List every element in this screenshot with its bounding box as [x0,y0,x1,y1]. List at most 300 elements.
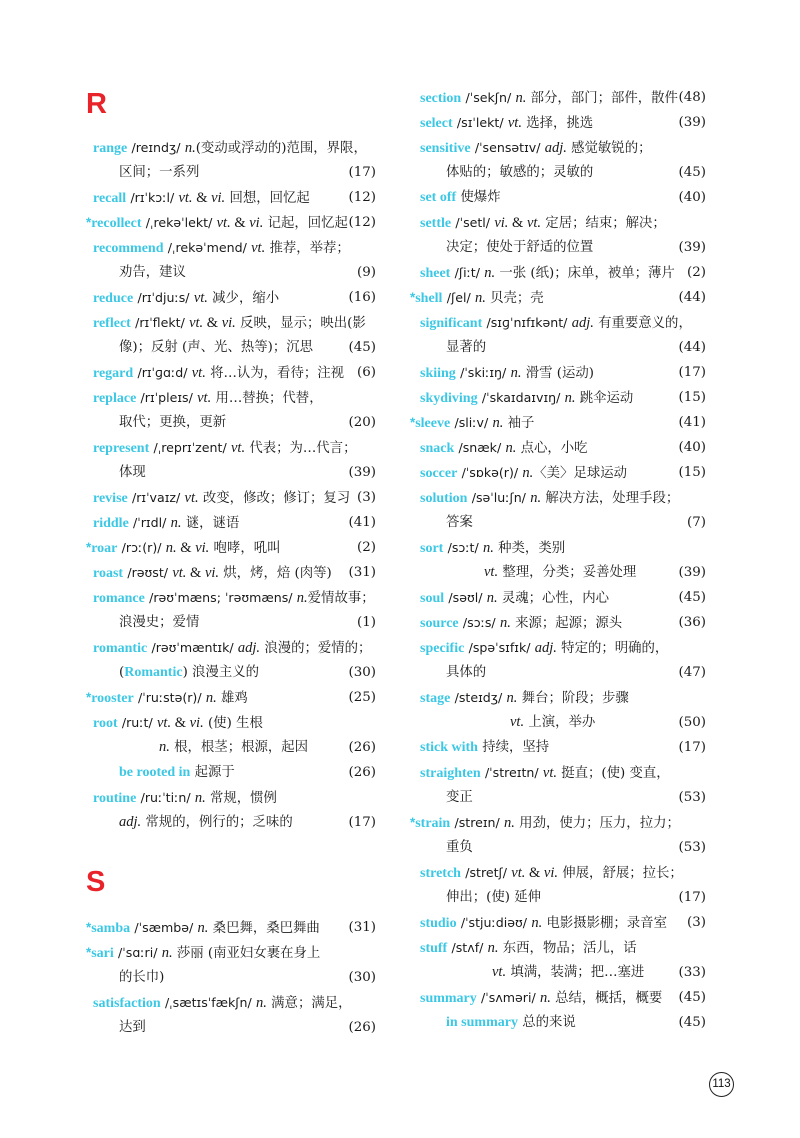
headword: significant [420,316,483,331]
unit-reference: (39) [348,465,376,480]
part-of-speech: vt. [507,115,522,131]
unit-reference: (17) [678,365,706,380]
headword: soccer [420,466,458,481]
glossary-line [410,735,706,760]
glossary-line [410,535,706,560]
optional-marker: * [86,215,92,230]
unit-reference: (45) [678,590,706,605]
glossary-line [86,285,376,310]
headword: settle [420,216,452,231]
glossary-line [410,360,706,385]
definition-text: 填满，装满；把…塞进 [506,965,645,980]
definition-text: 常规的，例行的；乏味的 [141,815,293,830]
unit-reference: (12) [348,215,376,230]
glossary-line [86,915,376,940]
glossary-line [86,660,376,685]
glossary-line [86,710,376,735]
part-of-speech: vt. [156,715,172,731]
pronunciation: /ˌreprɪˈzent/ [153,440,227,455]
definition-text: 贝壳；壳 [485,291,544,306]
glossary-line [86,235,376,260]
part-of-speech: n. [515,90,527,106]
definition-text: 常规，惯例 [205,791,277,806]
glossary-line [86,360,376,385]
unit-reference: (33) [678,965,706,980]
part-of-speech: vi. [195,540,210,556]
part-of-speech: adj. [544,140,567,156]
definition-text: 谜，谜语 [181,516,240,531]
pronunciation: /ˈsæmbə/ [134,920,194,935]
headword: sort [420,541,444,556]
glossary-line [410,235,706,260]
part-of-speech: vt. [510,714,525,730]
pronunciation: /ˈsɒkə(r)/ [461,465,519,480]
part-of-speech: n. [194,790,206,806]
glossary-line [410,335,706,360]
glossary-line [410,610,706,635]
part-of-speech: n. [564,390,576,406]
definition-text: 用劲，使力；压力，拉力； [514,816,680,831]
pronunciation: /ruːt/ [121,715,153,730]
part-of-speech: n. [296,590,308,606]
glossary-line [86,990,376,1015]
definition-text: 起源于 [190,765,235,780]
pronunciation: /ˌsætɪsˈfækʃn/ [164,995,252,1010]
conjunction: & [171,715,190,731]
headword: shell [415,291,443,306]
unit-reference: (9) [357,265,376,280]
definition-text: 挺直；(使) 变直， [557,766,670,781]
definition-text: 定居；结束；解决； [541,216,666,231]
part-of-speech: n. [161,945,173,961]
part-of-speech: vt. [251,240,266,256]
headword: reflect [93,316,131,331]
unit-reference: (45) [348,340,376,355]
part-of-speech: vi. [249,215,264,231]
headword: solution [420,491,468,506]
unit-reference: (40) [678,440,706,455]
headword: strain [415,816,451,831]
part-of-speech: vt. [230,440,246,456]
unit-reference: (39) [678,240,706,255]
glossary-line [410,385,706,410]
headword: skydiving [420,391,478,406]
part-of-speech: n. [492,415,504,431]
glossary-line [410,810,706,835]
headword: reduce [93,291,134,306]
definition-text: 代表；为…代言； [245,441,357,456]
unit-reference: (39) [678,565,706,580]
headword: riddle [93,516,129,531]
conjunction: & [203,315,222,331]
headword: in summary [446,1015,518,1030]
definition-text: ) 浪漫主义的 [182,665,259,680]
headword: sleeve [415,416,451,431]
part-of-speech: n. [487,940,499,956]
glossary-line [410,660,706,685]
conjunction: & [192,190,212,206]
glossary-line [86,610,376,635]
pronunciation: /ʃiːt/ [454,265,480,280]
headword: stick with [420,740,478,755]
part-of-speech: n. [499,615,511,631]
headword: set off [420,190,457,205]
glossary-line [410,285,706,310]
glossary-line [86,185,376,210]
part-of-speech: adj. [237,640,261,656]
glossary-line [86,410,376,435]
part-of-speech: n. [256,995,267,1011]
definition-text: 决定；使处于舒适的位置 [446,240,594,255]
pronunciation: /sɔːt/ [447,540,479,555]
optional-marker: * [410,415,416,430]
definition-text: 根，根茎；根源，起因 [169,740,309,755]
headword: straighten [420,766,481,781]
headword: summary [420,991,477,1006]
pronunciation: /sliːv/ [454,415,489,430]
unit-reference: (30) [348,665,376,680]
glossary-line [410,1010,706,1035]
headword: satisfaction [93,996,161,1011]
unit-reference: (41) [678,415,706,430]
glossary-line [86,510,376,535]
unit-reference: (44) [678,290,706,305]
glossary-line [410,185,706,210]
headword: represent [93,441,150,456]
part-of-speech: n. [531,915,543,931]
glossary-line [410,110,706,135]
definition-text: 劝告，建议 [119,265,186,280]
pronunciation: /ʃel/ [446,290,471,305]
unit-reference: (2) [357,540,376,555]
headword: roast [93,566,124,581]
part-of-speech: n. [474,290,486,306]
part-of-speech: n. [484,265,496,281]
unit-reference: (17) [348,165,376,180]
headword: be rooted in [119,765,191,780]
definition-text: 雄鸡 [216,691,248,706]
pronunciation: /streɪn/ [454,815,500,830]
pronunciation: /ˈsekʃn/ [465,90,512,105]
definition-text: 具体的 [446,665,487,680]
headword: recall [93,191,127,206]
definition-text: 灵魂；心性，内心 [497,591,609,606]
unit-reference: (45) [678,1015,706,1030]
glossary-line [86,435,376,460]
conjunction: & [525,865,544,881]
unit-reference: (53) [678,790,706,805]
section-heading: R [86,88,107,120]
pronunciation: /ˈstjuːdiəʊ/ [460,915,528,930]
headword: soul [420,591,445,606]
part-of-speech: adj. [534,640,557,656]
definition-text: 桑巴舞，桑巴舞曲 [208,921,320,936]
glossary-line [410,785,706,810]
unit-reference: (41) [348,515,376,530]
definition-text: 来源；起源；源头 [510,616,623,631]
headword: replace [93,391,137,406]
definition-text: 选择，挑选 [521,116,594,131]
glossary-line [410,685,706,710]
part-of-speech: vt. [191,365,206,381]
part-of-speech: n. [197,920,209,936]
glossary-line [410,985,706,1010]
unit-reference: (26) [348,765,376,780]
conjunction: & [186,565,205,581]
pronunciation: /steɪdʒ/ [454,690,503,705]
pronunciation: /rɪˈvaɪz/ [132,490,181,505]
headword: range [93,141,128,156]
part-of-speech: n. [505,440,517,456]
pronunciation: /ˈruːstə(r)/ [137,690,202,705]
pronunciation: /rəʊˈmæns; ˈrəʊmæns/ [149,590,293,605]
part-of-speech: vt. [511,865,526,881]
unit-reference: (15) [678,390,706,405]
part-of-speech: vi. [189,715,204,731]
glossary-line [410,885,706,910]
unit-reference: (30) [348,970,376,985]
pronunciation: /ruːˈtiːn/ [140,790,191,805]
headword: select [420,116,453,131]
pronunciation: /stʌf/ [451,940,484,955]
part-of-speech: vt. [526,215,542,231]
definition-text: 莎丽 (南亚妇女裹在身上 [172,946,321,961]
pronunciation: /rəʊst/ [127,565,169,580]
glossary-line [410,960,706,985]
pronunciation: /spəˈsɪfɪk/ [468,640,531,655]
pronunciation: /reɪndʒ/ [131,140,181,155]
page-number: 113 [709,1072,734,1097]
pronunciation: /sɪˈlekt/ [456,115,504,130]
part-of-speech: n. [184,140,196,156]
pronunciation: /rɪˈɡɑːd/ [137,365,188,380]
definition-text: 像)；反射 (声、光、热等)；沉思 [119,340,314,355]
unit-reference: (7) [687,515,706,530]
headword: studio [420,916,457,931]
conjunction: & [230,215,250,231]
definition-text: 伸展，舒展；拉长； [558,866,683,881]
glossary-line [410,485,706,510]
unit-reference: (45) [678,165,706,180]
unit-reference: (15) [678,465,706,480]
definition-text: 满意；满足， [266,996,352,1011]
definition-text: 的长巾) [119,970,165,985]
headword: specific [420,641,465,656]
glossary-line [86,485,376,510]
definition-text: 烘，烤，焙 (肉等) [219,566,332,581]
glossary-line [410,585,706,610]
headword: samba [91,921,131,936]
pronunciation: /rɪˈdjuːs/ [137,290,190,305]
headword: regard [93,366,134,381]
unit-reference: (44) [678,340,706,355]
glossary-line [86,460,376,485]
glossary-line [410,435,706,460]
unit-reference: (31) [348,565,376,580]
glossary-line [86,635,376,660]
definition-text: 用…替换；代替， [211,391,323,406]
definition-text: 反映，显示；映出(影 [235,316,366,331]
unit-reference: (3) [687,915,706,930]
glossary-line [86,965,376,990]
headword: revise [93,491,128,506]
unit-reference: (50) [678,715,706,730]
definition-text: 达到 [119,1020,146,1035]
unit-reference: (17) [678,740,706,755]
definition-text: 答案 [446,515,473,530]
unit-reference: (6) [357,365,376,380]
glossary-line [410,310,706,335]
headword: sensitive [420,141,471,156]
definition-text: 滑雪 (运动) [521,366,594,381]
headword: sari [91,946,114,961]
optional-marker: * [86,690,92,705]
headword: recommend [93,241,164,256]
pronunciation: /səʊl/ [448,590,483,605]
part-of-speech: vt. [542,765,557,781]
part-of-speech: n. [205,690,217,706]
part-of-speech: vi. [543,865,559,881]
unit-reference: (26) [348,1020,376,1035]
pronunciation: /ˈrɪdl/ [133,515,167,530]
glossary-line [86,785,376,810]
definition-text: 浪漫史；爱情 [119,615,200,630]
conjunction: & [508,215,527,231]
definition-text: 将…认为，看待；注视 [205,366,345,381]
glossary-line [86,210,376,235]
part-of-speech: n. [486,590,498,606]
headword: skiing [420,366,456,381]
definition-text: 上演，举办 [524,715,596,730]
headword: Romantic [124,665,183,680]
pronunciation: /rɪˈkɔːl/ [130,190,175,205]
definition-text: 咆哮，吼叫 [209,541,281,556]
glossary-line [86,585,376,610]
definition-text: 减少，缩小 [207,291,280,306]
definition-text: 感觉敏锐的； [566,141,652,156]
pronunciation: /ˈsetl/ [455,215,491,230]
part-of-speech: vt. [172,565,187,581]
pronunciation: /ˈsʌməri/ [481,990,536,1005]
definition-text: 一张 (纸)；床单，被单；薄片 [495,266,675,281]
pronunciation: /ˈskiːɪŋ/ [460,365,507,380]
optional-marker: * [410,815,416,830]
definition-text: 种类，类别 [493,541,566,556]
glossary-line [86,735,376,760]
unit-reference: (1) [357,615,376,630]
part-of-speech: n. [530,490,542,506]
glossary-line [410,860,706,885]
part-of-speech: n. [522,465,534,481]
glossary-line [86,310,376,335]
headword: routine [93,791,137,806]
definition-text: 东西，物品；活儿，话 [498,941,637,956]
definition-text: 总的来说 [517,1015,576,1030]
part-of-speech: n. [165,540,177,556]
definition-text: 伸出；(使) 延伸 [446,890,542,905]
glossary-line [86,685,376,710]
part-of-speech: n. [506,690,518,706]
part-of-speech: vi. [211,190,226,206]
definition-text: 回想，回忆起 [225,191,310,206]
glossary-line [410,160,706,185]
optional-marker: * [86,540,92,555]
glossary-line [410,935,706,960]
definition-text: (变动或浮动的)范围，界限， [195,141,367,156]
unit-reference: (40) [678,190,706,205]
definition-text: 使爆炸 [456,190,501,205]
unit-reference: (53) [678,840,706,855]
headword: stuff [420,941,448,956]
part-of-speech: vt. [197,390,212,406]
definition-text: 袖子 [503,416,535,431]
headword: snack [420,441,455,456]
unit-reference: (45) [678,990,706,1005]
unit-reference: (25) [348,690,376,705]
headword: stretch [420,866,461,881]
glossary-line [86,560,376,585]
pronunciation: /ˈsensətɪv/ [474,140,541,155]
part-of-speech: vt. [178,190,193,206]
definition-text: 整理，分类；妥善处理 [498,565,637,580]
headword: root [93,716,118,731]
glossary-line [86,260,376,285]
part-of-speech: vt. [216,215,231,231]
definition-text: 爱情故事； [307,591,375,606]
pronunciation: /stretʃ/ [465,865,508,880]
glossary-line [86,160,376,185]
pronunciation: /sɪɡˈnɪfɪkənt/ [486,315,568,330]
part-of-speech: vi. [494,215,509,231]
part-of-speech: n. [483,540,494,556]
glossary-line [410,710,706,735]
definition-text: 区间；一系列 [119,165,200,180]
headword: recollect [91,216,142,231]
part-of-speech: n. [504,815,515,831]
glossary-line [86,1015,376,1040]
unit-reference: (39) [678,115,706,130]
part-of-speech: vt. [492,964,507,980]
part-of-speech: n. [159,739,170,755]
part-of-speech: vi. [204,565,220,581]
definition-text: 总结，概括，概要 [550,991,663,1006]
definition-text: 舞台；阶段；步骤 [517,691,629,706]
conjunction: & [176,540,196,556]
definition-text: 有重要意义的， [593,316,692,331]
definition-text: 取代；更换，更新 [119,415,227,430]
optional-marker: * [86,945,92,960]
headword: section [420,91,462,106]
glossary-line [410,510,706,535]
pronunciation: /rəʊˈmæntɪk/ [151,640,234,655]
pronunciation: /ˈsɑːri/ [118,945,158,960]
headword: romantic [93,641,148,656]
pronunciation: /ˈskaɪdaɪvɪŋ/ [481,390,561,405]
pronunciation: /ˌrekəˈlekt/ [145,215,213,230]
definition-text: 浪漫的；爱情的； [260,641,372,656]
unit-reference: (36) [678,615,706,630]
headword: roar [91,541,118,556]
part-of-speech: n. [539,990,551,1006]
definition-text: 变正 [446,790,473,805]
unit-reference: (2) [687,265,706,280]
definition-text: (使) 生根 [203,716,263,731]
unit-reference: (48) [678,90,706,105]
optional-marker: * [410,290,416,305]
glossary-line [86,810,376,835]
glossary-line [410,910,706,935]
definition-text: 体现 [119,465,146,480]
